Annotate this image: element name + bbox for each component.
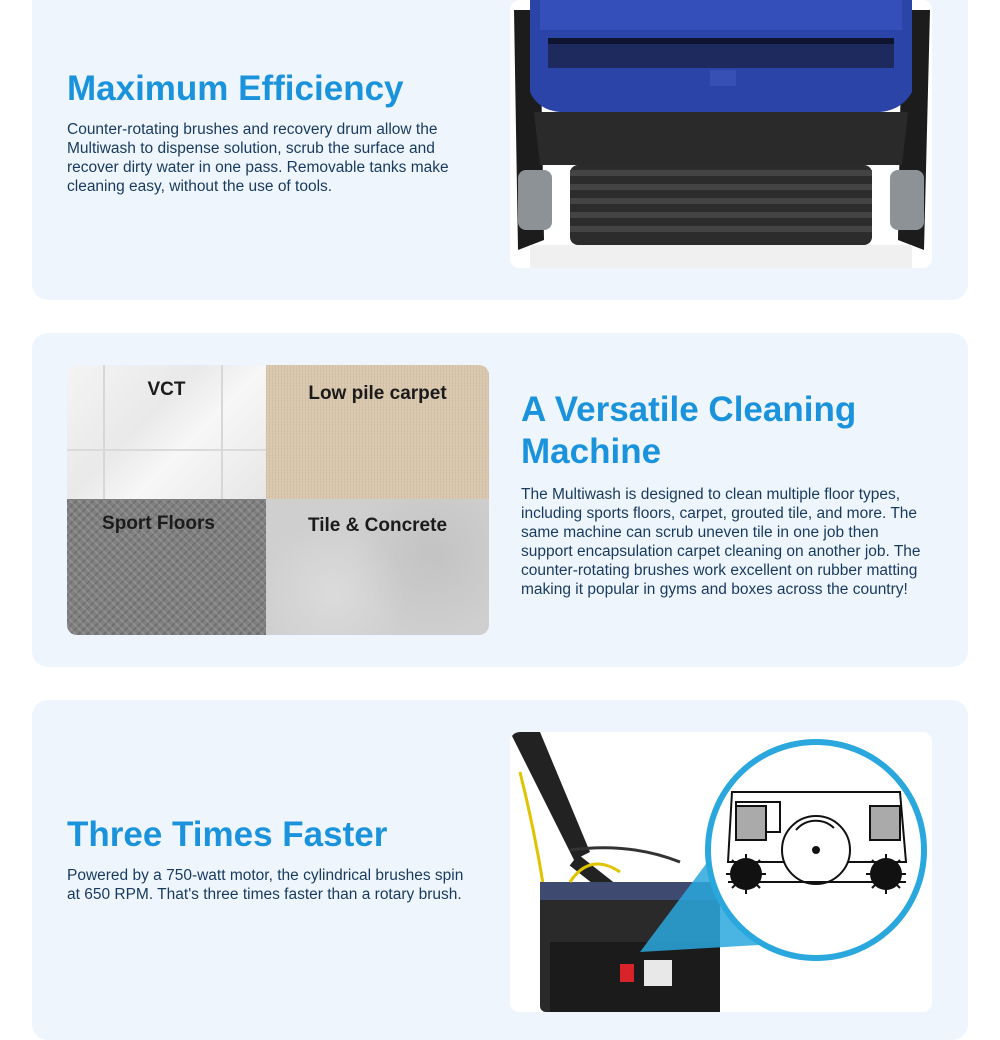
floor-label: Tile & Concrete [307, 515, 448, 536]
floor-label: Low pile carpet [308, 383, 447, 404]
text-block [67, 814, 477, 904]
feature-card-efficiency [32, 0, 968, 300]
floor-types-grid [67, 365, 489, 635]
section-heading: Maximum Efficiency [67, 69, 404, 108]
section-heading: A Versatile Cleaning Machine [521, 390, 857, 471]
machine-brush-diagram-image [510, 732, 932, 1012]
floor-tile-sport [67, 499, 266, 635]
feature-card-faster [32, 700, 968, 1040]
machine-diagram-illustration [510, 732, 932, 1012]
feature-card-versatile [32, 333, 968, 667]
text-block [521, 389, 931, 599]
section-body: The Multiwash is designed to clean multiple floor types, including sports floors, carpet, grouted tile, and more. The same machine can scrub uneven tile in one job then support encapsulation carpet cleaning on another job. The counter-rotating brushes work excellent on rubber matting making it popular in gyms and boxes across the country! [521, 486, 921, 598]
floor-tile-vct [67, 365, 266, 499]
floor-tile-carpet [266, 365, 489, 499]
section-body: Counter-rotating brushes and recovery drum allow the Multiwash to dispense solution, scrub the surface and recover dirty water in one pass. Removable tanks make cleaning easy, without the use of tools. [67, 121, 449, 195]
floor-label: VCT [147, 379, 186, 400]
machine-brush-closeup-image [510, 0, 932, 268]
machine-illustration [510, 0, 932, 268]
text-block [67, 68, 477, 196]
floor-label: Sport Floors [102, 513, 215, 534]
section-body: Powered by a 750-watt motor, the cylindrical brushes spin at 650 RPM. That's three times faster than a rotary brush. [67, 867, 464, 903]
section-heading: Three Times Faster [67, 815, 388, 854]
floor-tile-concrete [266, 499, 489, 635]
